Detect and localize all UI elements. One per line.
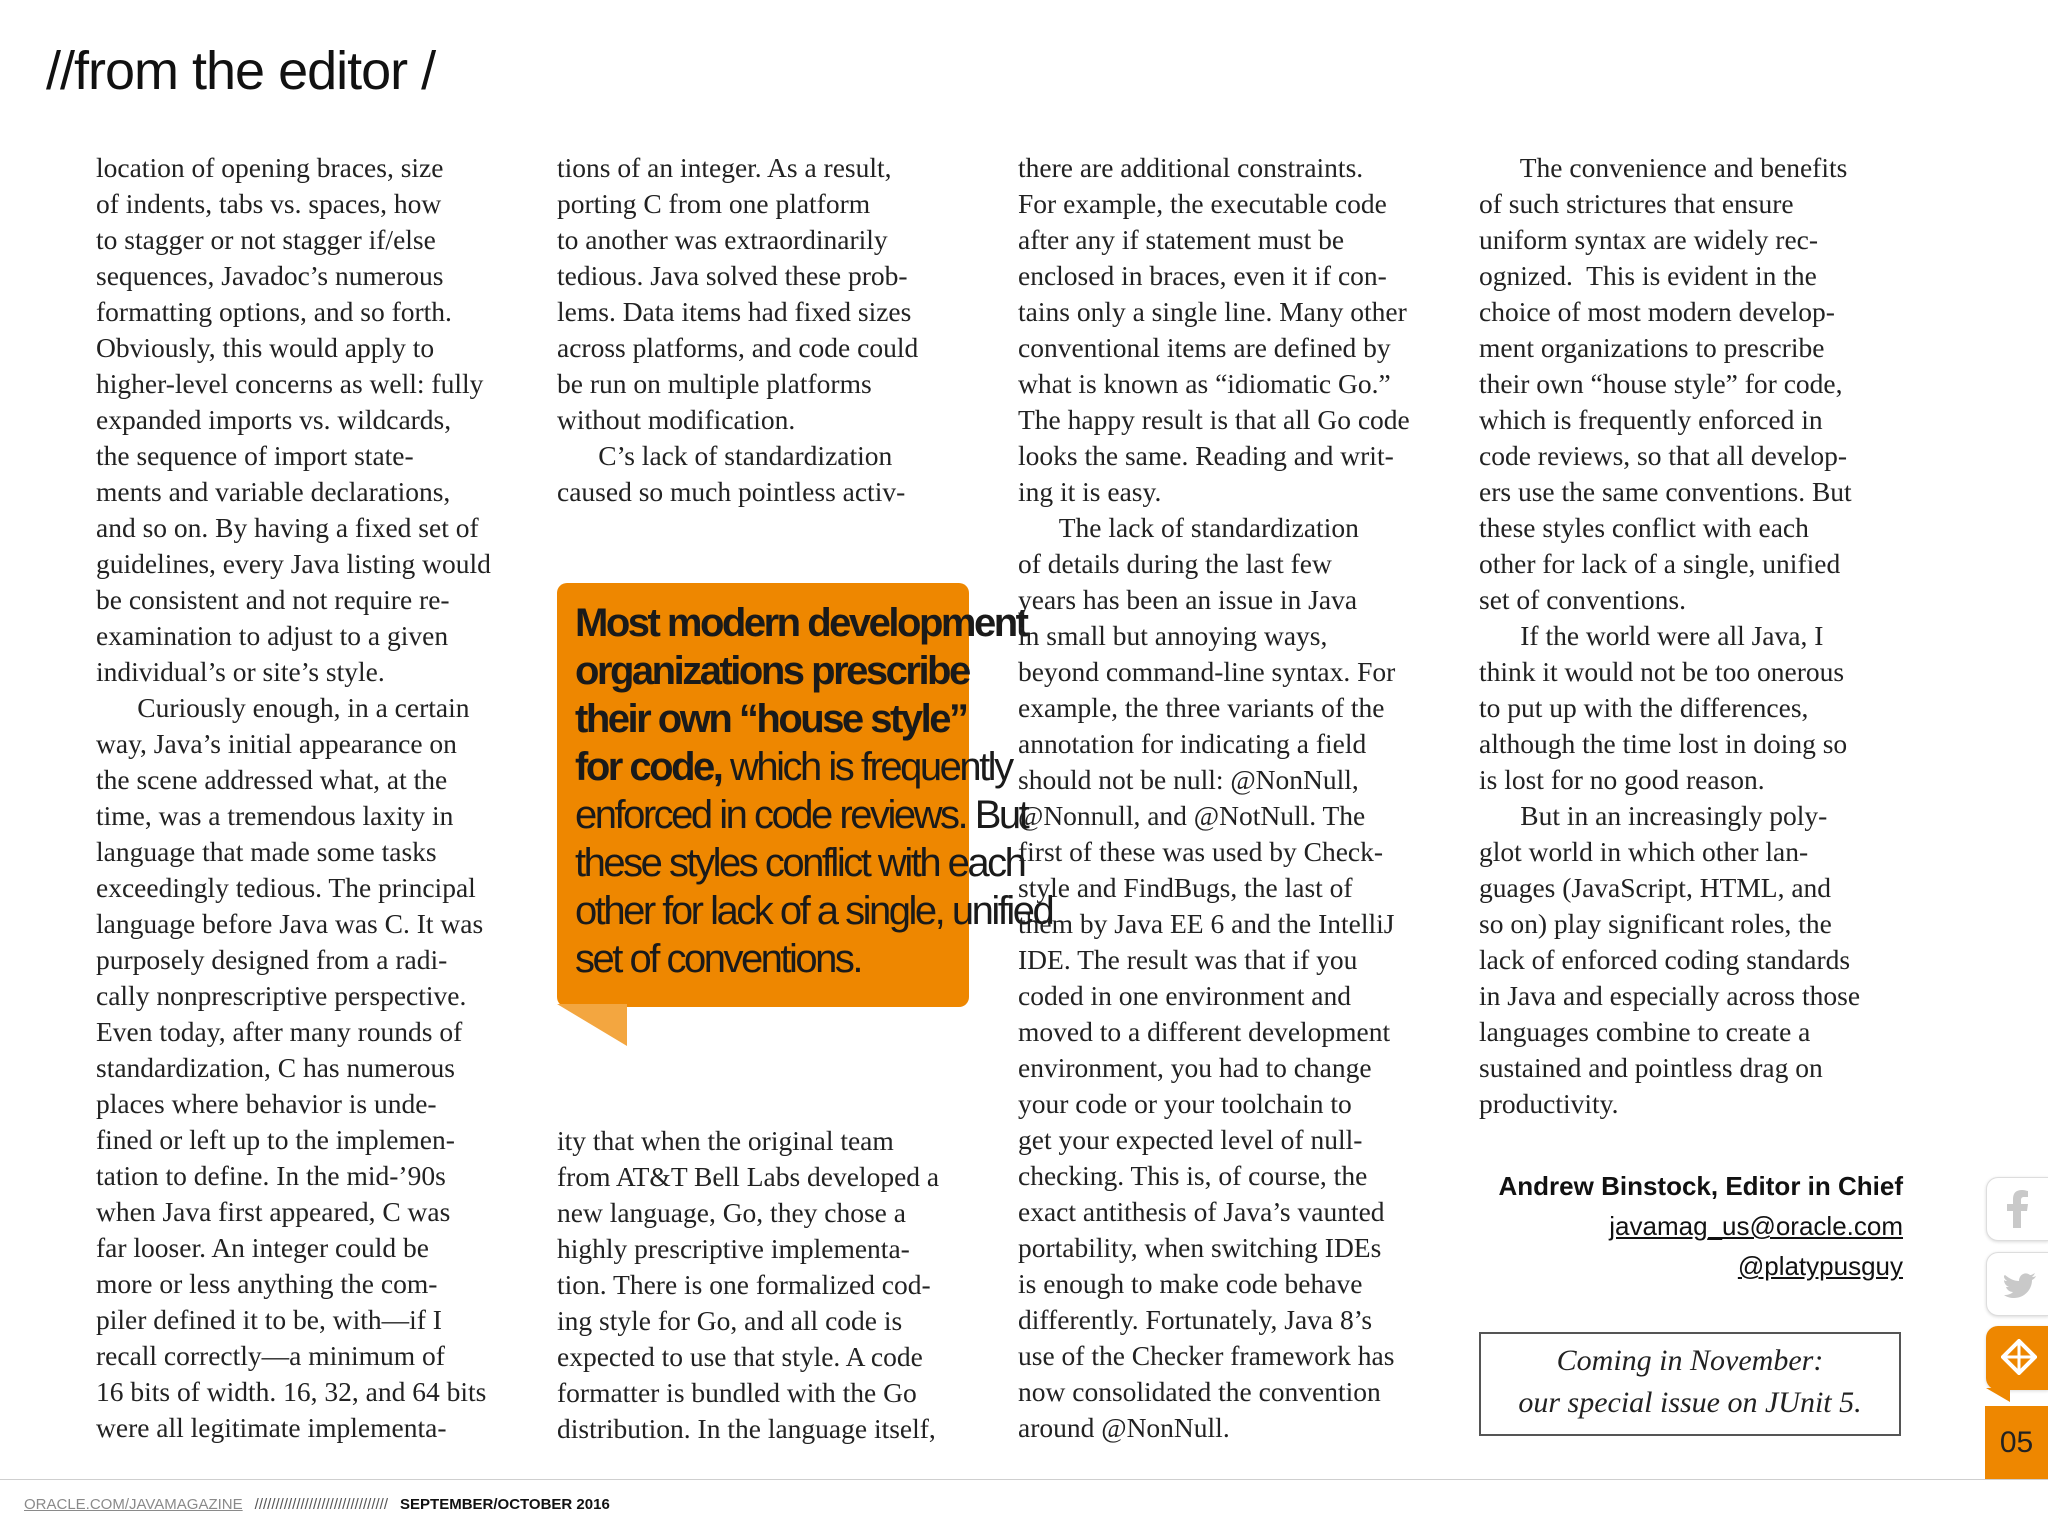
text-line: exceedingly tedious. The principal — [96, 872, 476, 903]
text-line: lems. Data items had fixed sizes — [557, 296, 912, 327]
text-line: annotation for indicating a field — [1018, 728, 1367, 759]
text-line: tation to define. In the mid-’90s — [96, 1160, 446, 1191]
text-line: code reviews, so that all develop- — [1479, 440, 1848, 471]
text-line: time, was a tremendous laxity in — [96, 800, 454, 831]
site-link[interactable]: ORACLE.COM/JAVAMAGAZINE — [24, 1496, 243, 1513]
text-line: beyond command-line syntax. For — [1018, 656, 1396, 687]
text-line: should not be null: @NonNull, — [1018, 764, 1359, 795]
text-line: fined or left up to the implemen- — [96, 1124, 455, 1155]
rss-share-button[interactable] — [1986, 1326, 2048, 1390]
text-line: But in an increasingly poly- — [1479, 800, 1828, 831]
text-line: ity that when the original team — [557, 1125, 894, 1156]
text-line: think it would not be too onerous — [1479, 656, 1845, 687]
text-line: portability, when switching IDEs — [1018, 1232, 1382, 1263]
page-number: 05 — [1985, 1406, 2048, 1480]
byline — [1499, 1166, 1903, 1286]
text-line: The convenience and benefits — [1479, 152, 1848, 183]
text-line: of indents, tabs vs. spaces, how — [96, 188, 442, 219]
text-line: example, the three variants of the — [1018, 692, 1385, 723]
text-line: purposely designed from a radi- — [96, 944, 448, 975]
text-line: glot world in which other lan- — [1479, 836, 1809, 867]
article-column-1 — [96, 150, 526, 1446]
coming-soon-box — [1479, 1332, 1901, 1436]
email-link[interactable]: javamag_us@oracle.com — [1609, 1211, 1903, 1241]
text-line: 16 bits of width. 16, 32, and 64 bits — [96, 1376, 487, 1407]
text-line: way, Java’s initial appearance on — [96, 728, 457, 759]
text-line: examination to adjust to a given — [96, 620, 449, 651]
text-line: enclosed in braces, even it if con- — [1018, 260, 1387, 291]
coming-line-2: our special issue on JUnit 5. — [1518, 1386, 1862, 1419]
text-line: conventional items are defined by — [1018, 332, 1391, 363]
text-line: distribution. In the language itself, — [557, 1413, 936, 1444]
text-line: Curiously enough, in a certain — [96, 692, 470, 723]
footer-slashes: //////////////////////////////// — [254, 1496, 389, 1513]
text-line: first of these was used by Check- — [1018, 836, 1384, 867]
text-line: the sequence of import state- — [96, 440, 414, 471]
text-line: For example, the executable code — [1018, 188, 1387, 219]
text-line: style and FindBugs, the last of — [1018, 872, 1353, 903]
text-line: of details during the last few — [1018, 548, 1332, 579]
pullquote-regular-first: which is frequently — [721, 745, 1012, 789]
text-line: set of conventions. — [1479, 584, 1686, 615]
text-line: formatting options, and so forth. — [96, 296, 452, 327]
facebook-icon — [2001, 1190, 2035, 1228]
rss-tab-tail — [1986, 1388, 2010, 1402]
text-line: which is frequently enforced in — [1479, 404, 1823, 435]
text-line: individual’s or site’s style. — [96, 656, 385, 687]
article-column-2-bottom — [557, 1123, 987, 1447]
text-line: after any if statement must be — [1018, 224, 1345, 255]
text-line: get your expected level of null- — [1018, 1124, 1363, 1155]
text-line: is lost for no good reason. — [1479, 764, 1765, 795]
text-line: across platforms, and code could — [557, 332, 919, 363]
article-column-4 — [1479, 150, 1919, 1122]
text-line: sustained and pointless drag on — [1479, 1052, 1823, 1083]
text-line: coded in one environment and — [1018, 980, 1351, 1011]
text-line: formatter is bundled with the Go — [557, 1377, 917, 1408]
text-line: when Java first appeared, C was — [96, 1196, 451, 1227]
text-line: expanded imports vs. wildcards, — [96, 404, 452, 435]
text-line: The lack of standardization — [1018, 512, 1359, 543]
text-line: use of the Checker framework has — [1018, 1340, 1395, 1371]
text-line: recall correctly—a minimum of — [96, 1340, 445, 1371]
text-line: these styles conflict with each — [1479, 512, 1809, 543]
twitter-icon — [2001, 1265, 2037, 1301]
pullquote-line: set of conventions. — [575, 937, 862, 981]
text-line: what is known as “idiomatic Go.” — [1018, 368, 1391, 399]
text-line: checking. This is, of course, the — [1018, 1160, 1368, 1191]
pullquote-bold-line: their own “house style” — [575, 697, 967, 741]
text-line: were all legitimate implementa- — [96, 1412, 447, 1443]
footer — [24, 1496, 610, 1513]
text-line: lack of enforced coding standards — [1479, 944, 1851, 975]
text-line: productivity. — [1479, 1088, 1619, 1119]
facebook-share-button[interactable] — [1986, 1177, 2048, 1241]
text-line: years has been an issue in Java — [1018, 584, 1358, 615]
text-line: moved to a different development — [1018, 1016, 1391, 1047]
text-line: in Java and especially across those — [1479, 980, 1861, 1011]
text-line: cally nonprescriptive perspective. — [96, 980, 467, 1011]
text-line: standardization, C has numerous — [96, 1052, 455, 1083]
text-line: be consistent and not require re- — [96, 584, 450, 615]
coming-line-1: Coming in November: — [1556, 1344, 1824, 1377]
text-line: tains only a single line. Many other — [1018, 296, 1407, 327]
text-line: although the time lost in doing so — [1479, 728, 1848, 759]
text-line: IDE. The result was that if you — [1018, 944, 1358, 975]
text-line: their own “house style” for code, — [1479, 368, 1843, 399]
pullquote-line: enforced in code reviews. But — [575, 793, 1028, 837]
text-line: far looser. An integer could be — [96, 1232, 429, 1263]
pullquote-tail — [557, 1004, 627, 1046]
text-line: porting C from one platform — [557, 188, 871, 219]
text-line: more or less anything the com- — [96, 1268, 438, 1299]
pullquote-line: these styles conflict with each — [575, 841, 1025, 885]
text-line: differently. Fortunately, Java 8’s — [1018, 1304, 1373, 1335]
text-line: ing style for Go, and all code is — [557, 1305, 903, 1336]
text-line: language that made some tasks — [96, 836, 437, 867]
text-line: to put up with the differences, — [1479, 692, 1809, 723]
text-line: Even today, after many rounds of — [96, 1016, 463, 1047]
text-line: is enough to make code behave — [1018, 1268, 1363, 1299]
text-line: tions of an integer. As a result, — [557, 152, 892, 183]
pullquote-bold-tail: for code, — [575, 745, 722, 789]
section-title: //from the editor / — [46, 41, 436, 101]
text-line: ognized. This is evident in the — [1479, 260, 1817, 291]
text-line: choice of most modern develop- — [1479, 296, 1835, 327]
pullquote-bold-line: Most modern development — [575, 601, 1027, 645]
text-line: guidelines, every Java listing would — [96, 548, 491, 579]
text-line: the scene addressed what, at the — [96, 764, 448, 795]
text-line: exact antithesis of Java’s vaunted — [1018, 1196, 1385, 1227]
text-line: piler defined it to be, with—if I — [96, 1304, 442, 1335]
text-line: without modification. — [557, 404, 796, 435]
text-line: new language, Go, they chose a — [557, 1197, 906, 1228]
text-line: places where behavior is unde- — [96, 1088, 437, 1119]
pull-quote — [557, 583, 1053, 1007]
text-line: @Nonnull, and @NotNull. The — [1018, 800, 1366, 831]
text-line: be run on multiple platforms — [557, 368, 872, 399]
text-line: languages combine to create a — [1479, 1016, 1811, 1047]
text-line: environment, you had to change — [1018, 1052, 1372, 1083]
pullquote-bold-line: organizations prescribe — [575, 649, 969, 693]
text-line: and so on. By having a fixed set of — [96, 512, 479, 543]
text-line: sequences, Javadoc’s numerous — [96, 260, 444, 291]
article-column-2-top — [557, 150, 987, 510]
text-line: language before Java was C. It was — [96, 908, 484, 939]
text-line: tion. There is one formalized cod- — [557, 1269, 931, 1300]
text-line: The happy result is that all Go code — [1018, 404, 1410, 435]
text-line: looks the same. Reading and writ- — [1018, 440, 1394, 471]
text-line: of such strictures that ensure — [1479, 188, 1794, 219]
text-line: caused so much pointless activ- — [557, 476, 906, 507]
text-line: so on) play significant roles, the — [1479, 908, 1832, 939]
text-line: ing it is easy. — [1018, 476, 1162, 507]
text-line: ers use the same conventions. But — [1479, 476, 1852, 507]
rss-icon — [2001, 1339, 2037, 1375]
text-line: ments and variable declarations, — [96, 476, 451, 507]
text-line: higher-level concerns as well: fully — [96, 368, 484, 399]
article-column-3 — [1018, 150, 1458, 1446]
text-line: now consolidated the convention — [1018, 1376, 1381, 1407]
text-line: your code or your toolchain to — [1018, 1088, 1352, 1119]
text-line: in small but annoying ways, — [1018, 620, 1328, 651]
text-line: them by Java EE 6 and the IntelliJ — [1018, 908, 1395, 939]
text-line: C’s lack of standardization — [557, 440, 893, 471]
text-line: Obviously, this would apply to — [96, 332, 435, 363]
footer-divider — [0, 1479, 2048, 1480]
text-line: highly prescriptive implementa- — [557, 1233, 910, 1264]
text-line: location of opening braces, size — [96, 152, 444, 183]
text-line: to stagger or not stagger if/else — [96, 224, 436, 255]
text-line: If the world were all Java, I — [1479, 620, 1824, 651]
text-line: tedious. Java solved these prob- — [557, 260, 908, 291]
text-line: from AT&T Bell Labs developed a — [557, 1161, 940, 1192]
author-name: Andrew Binstock, Editor in Chief — [1498, 1171, 1903, 1201]
text-line: other for lack of a single, unified — [1479, 548, 1841, 579]
text-line: expected to use that style. A code — [557, 1341, 923, 1372]
twitter-share-button[interactable] — [1986, 1252, 2048, 1316]
text-line: guages (JavaScript, HTML, and — [1479, 872, 1832, 903]
text-line: around @NonNull. — [1018, 1412, 1230, 1443]
text-line: ment organizations to prescribe — [1479, 332, 1825, 363]
text-line: to another was extraordinarily — [557, 224, 888, 255]
text-line: uniform syntax are widely rec- — [1479, 224, 1819, 255]
text-line: there are additional constraints. — [1018, 152, 1364, 183]
issue-date: SEPTEMBER/OCTOBER 2016 — [400, 1496, 610, 1513]
twitter-link[interactable]: @platypusguy — [1737, 1251, 1903, 1281]
pullquote-line: other for lack of a single, unified — [575, 889, 1053, 933]
